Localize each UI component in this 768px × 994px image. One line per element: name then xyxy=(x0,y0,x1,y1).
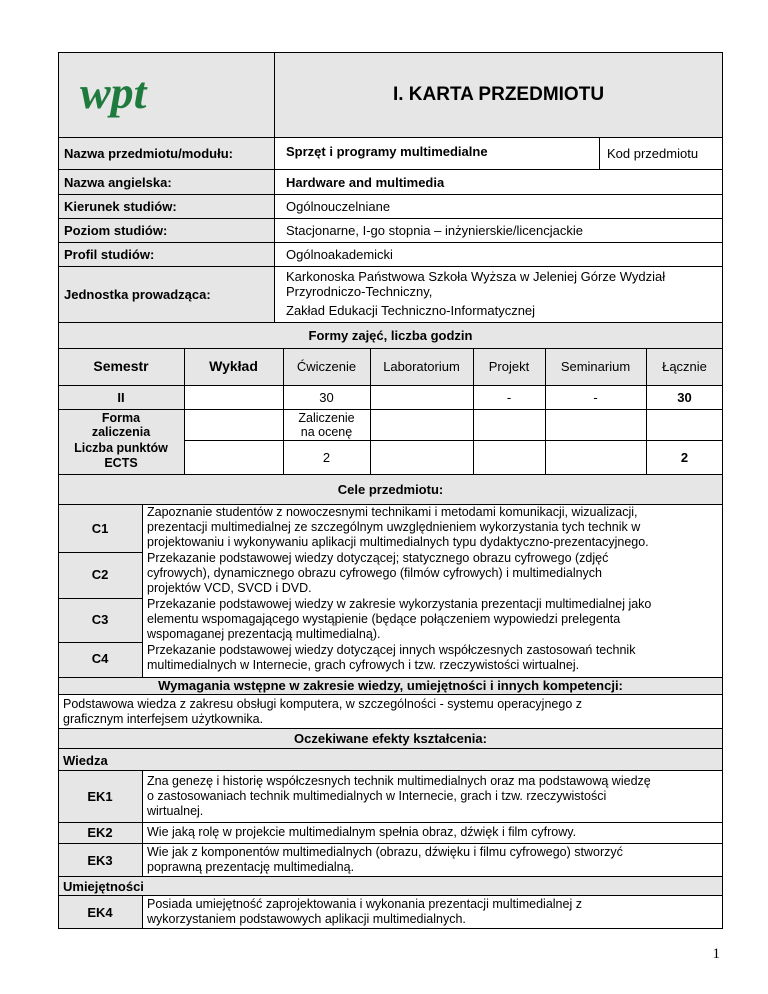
value-study-profile: Ogólnoakademicki xyxy=(286,247,393,262)
label-english-name: Nazwa angielska: xyxy=(64,175,172,190)
value-subject-name: Sprzęt i programy multimedialne xyxy=(286,144,488,159)
label-unit: Jednostka prowadząca: xyxy=(64,287,211,302)
goal-code-c1: C1 xyxy=(91,521,109,536)
value-forma-line1: Zaliczenie xyxy=(298,411,355,425)
requirements-line1: Podstawowa wiedza z zakresu obsługi komputera, w szczególności - systemu operacyjnego z xyxy=(63,697,582,711)
value-ects: 2 xyxy=(322,450,331,465)
requirements-section-title: Wymagania wstępne w zakresie wiedzy, umiejętności i innych kompetencji: xyxy=(158,678,623,693)
goal-c4-line2: multimedialnych w Internecie, grach cyfrowych i tzw. rzeczywistości wirtualnej. xyxy=(147,658,580,672)
value-unit-line1: Karkonoska Państwowa Szkoła Wyższa w Jeleniej Górze Wydział xyxy=(286,269,666,284)
skills-band xyxy=(58,876,723,895)
cell-project: - xyxy=(506,390,512,405)
goal-c2-line1: Przekazanie podstawowej wiedzy dotyczącej; statycznego obrazu cyfrowego (zdjęć xyxy=(147,551,609,565)
outcome-ek4-line1: Posiada umiejętność zaprojektowania i wykonania prezentacji multimedialnej z xyxy=(147,897,582,911)
goal-code-c3: C3 xyxy=(91,612,109,627)
col-header-seminar: Seminarium xyxy=(560,359,631,374)
label-study-profile: Profil studiów: xyxy=(64,247,155,262)
value-unit-line2: Przyrodniczo-Techniczny, xyxy=(286,284,433,299)
goal-c1-line1: Zapoznanie studentów z nowoczesnymi technikami i metodami komunikacji, wizualizacji, xyxy=(147,505,638,519)
col-header-exercise: Ćwiczenie xyxy=(296,359,357,374)
col-header-laboratory: Laboratorium xyxy=(383,359,460,374)
value-ects-total: 2 xyxy=(680,450,689,465)
goals-section-title: Cele przedmiotu: xyxy=(337,482,444,497)
goal-code-c2: C2 xyxy=(91,567,109,582)
goal-c1-line3: projektowaniu i wykonywaniu aplikacji multimedialnych typu dydaktyczno-prezentacyjnego. xyxy=(147,535,649,549)
label-forma-line1: Forma xyxy=(101,411,141,425)
goal-c3-line3: wspomaganej prezentacją multimedialną). xyxy=(147,627,381,641)
label-ects-line1: Liczba punktów xyxy=(74,441,168,455)
cell-total: 30 xyxy=(677,390,692,405)
goal-c3-line2: elementu wspomagającego wystąpienie (będące połączeniem wypowiedzi prelegenta xyxy=(147,612,621,626)
label-field-of-study: Kierunek studiów: xyxy=(64,199,177,214)
value-english-name: Hardware and multimedia xyxy=(286,175,445,190)
label-subject-name: Nazwa przedmiotu/modułu: xyxy=(64,146,233,161)
col-header-lecture: Wykład xyxy=(209,358,258,374)
goal-c1-line2: prezentacji multimedialnej ze szczególnym uwzględnieniem wykorzystania tych technik w xyxy=(147,520,641,534)
label-study-level: Poziom studiów: xyxy=(64,223,168,238)
outcome-ek2-line1: Wie jaką rolę w projekcie multimedialnym spełnia obraz, dźwięk i film cyfrowy. xyxy=(147,825,577,839)
requirements-line2: graficznym interfejsem użytkownika. xyxy=(63,712,264,726)
value-study-level: Stacjonarne, I-go stopnia – inżynierskie/licencjackie xyxy=(286,223,583,238)
col-header-semester: Semestr xyxy=(93,358,149,374)
page-number: 1 xyxy=(712,946,720,962)
outcome-ek1-line3: wirtualnej. xyxy=(147,804,204,818)
goal-code-c4: C4 xyxy=(91,651,109,666)
goal-c4-line1: Przekazanie podstawowej wiedzy dotyczącej innych współczesnych zastosowań technik xyxy=(147,643,636,657)
col-header-total: Łącznie xyxy=(662,359,707,374)
page-title: I. KARTA PRZEDMIOTU xyxy=(392,84,605,105)
label-forma-line2: zaliczenia xyxy=(91,425,151,439)
logo-text: wpt xyxy=(80,67,147,118)
col-header-project: Projekt xyxy=(488,359,530,374)
outcome-ek3-line1: Wie jak z komponentów multimedialnych (obrazu, dźwięku i filmu cyfrowego) stworzyć xyxy=(147,845,623,859)
label-ects-line2: ECTS xyxy=(104,456,138,470)
goal-c2-line3: projektów VCD, SVCD i DVD. xyxy=(147,581,312,595)
forms-section-title: Formy zajęć, liczba godzin xyxy=(308,328,473,343)
wpt-logo xyxy=(80,68,146,118)
outcome-ek4-line2: wykorzystaniem podstawowych aplikacji multimedialnych. xyxy=(147,912,466,926)
outcome-code-ek2: EK2 xyxy=(87,825,113,840)
outcome-code-ek3: EK3 xyxy=(87,853,113,868)
outcome-code-ek1: EK1 xyxy=(87,789,113,804)
group-knowledge: Wiedza xyxy=(63,753,108,768)
label-course-code: Kod przedmiotu xyxy=(607,146,699,161)
goal-c3-line1: Przekazanie podstawowej wiedzy w zakresie wykorzystania prezentacji multimedialnej jako xyxy=(147,597,652,611)
cell-exercise: 30 xyxy=(319,390,334,405)
knowledge-band xyxy=(58,748,723,770)
outcome-ek3-line2: poprawną prezentację multimedialną. xyxy=(147,860,355,874)
outcome-ek1-line1: Zna genezę i historię współczesnych technik multimedialnych oraz ma podstawową wiedzę xyxy=(147,774,651,788)
group-skills: Umiejętności xyxy=(63,879,144,894)
outcome-ek1-line2: o zastosowaniach technik multimedialnych w Internecie, grach i tzw. rzeczywistości xyxy=(147,789,607,803)
value-field-of-study: Ogólnouczelniane xyxy=(286,199,391,214)
goal-c2-line2: cyfrowych), dynamicznego obrazu cyfrowego (filmów cyfrowych) i multimedialnych xyxy=(147,566,603,580)
cell-semester: II xyxy=(117,390,125,405)
cell-seminar: - xyxy=(593,390,598,405)
outcome-code-ek4: EK4 xyxy=(87,905,113,920)
outcomes-section-title: Oczekiwane efekty kształcenia: xyxy=(294,731,487,746)
value-unit-line3: Zakład Edukacji Techniczno-Informatycznej xyxy=(286,303,536,318)
value-forma-line2: na ocenę xyxy=(300,425,353,439)
